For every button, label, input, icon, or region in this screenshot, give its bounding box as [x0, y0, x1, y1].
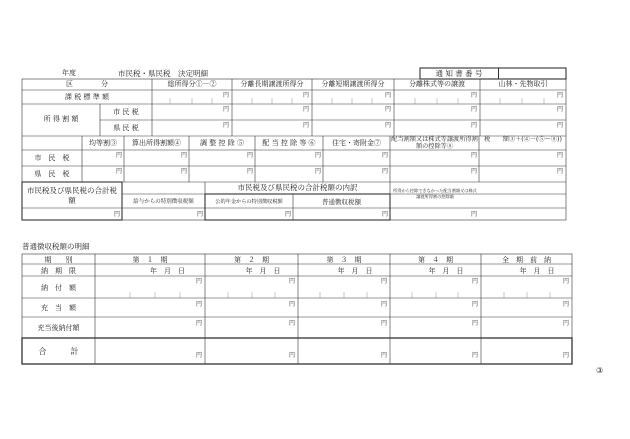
- yen-mark: 円: [382, 211, 389, 218]
- yen-mark: 円: [285, 211, 292, 218]
- nendo-label: 年度: [62, 69, 76, 77]
- yen-mark: 円: [557, 168, 564, 175]
- col-header-2: 分離長期譲渡所得分: [240, 80, 304, 88]
- yen-mark: 円: [381, 320, 388, 327]
- yen-mark: 円: [381, 278, 388, 285]
- yen-mark: 円: [289, 352, 296, 359]
- kintouwari-header: 均等割③: [89, 139, 117, 147]
- yen-mark: 円: [385, 106, 392, 113]
- col-header-1: 総所得分①－②: [167, 80, 217, 88]
- yen-mark: 円: [289, 278, 296, 285]
- nouki-label: 納 期 限: [41, 267, 76, 275]
- haitou-header: 配 当 控 除 等 ⑥: [262, 139, 316, 147]
- kubun-header: 区 分: [66, 80, 108, 88]
- ki4-header: 第 ４ 期: [418, 256, 453, 264]
- yen-mark: 円: [471, 92, 478, 99]
- sanshutsu-header: 算出所得割額④: [132, 139, 181, 147]
- juutougo-label: 充当後納付額: [37, 324, 80, 332]
- yen-mark: 円: [197, 211, 204, 218]
- yen-mark: 円: [472, 352, 479, 359]
- yen-mark: 円: [382, 152, 389, 159]
- breakdown-title: 市民税及び県民税の合計税額の内訳: [237, 183, 358, 192]
- yen-mark: 円: [471, 106, 478, 113]
- yen-mark: 円: [557, 122, 564, 129]
- date-field: 年 月 日: [428, 267, 464, 275]
- yen-mark: 円: [116, 152, 123, 159]
- date-field: 年 月 日: [150, 267, 185, 275]
- futsu-section-title: 普通徴収税額の明細: [22, 242, 90, 251]
- chousei-header: 調 整 控 除 ⑤: [200, 139, 244, 147]
- zeigaku-header: 税 額③＋(④－(⑤～⑧)): [484, 136, 562, 143]
- mid-kenmin-label: 県 民 税: [34, 170, 70, 178]
- date-field: 年 月 日: [245, 267, 281, 275]
- ki2-header: 第 ２ 期: [234, 256, 269, 264]
- yen-mark: 円: [471, 168, 478, 175]
- yen-mark: 円: [315, 152, 322, 159]
- shotoku-label: 所 得 割 額: [43, 115, 79, 123]
- yen-mark: 円: [181, 152, 188, 159]
- yen-mark: 円: [196, 278, 203, 285]
- goukei-zeigaku-label: 市民税及び県民税の合計税額: [27, 186, 117, 205]
- kibetsu-header: 期 別: [44, 256, 73, 264]
- date-field: 年 月 日: [337, 267, 373, 275]
- yen-mark: 円: [381, 352, 388, 359]
- ki3-header: 第 ３ 期: [326, 256, 362, 264]
- date-field: 年 月 日: [519, 267, 555, 275]
- yen-mark: 円: [289, 301, 296, 308]
- noufu-label: 納 付 額: [41, 284, 76, 292]
- yen-mark: 円: [381, 301, 388, 308]
- yen-mark: 円: [557, 152, 564, 159]
- nenkin-label: 公的年金からの特別徴収税額: [215, 199, 283, 205]
- haitou-note: 所得から控除できなかった配当割額又は株式譲渡所得割の控除額: [393, 188, 477, 199]
- yen-mark: 円: [181, 168, 188, 175]
- kenminzei-label: 県 民 税: [113, 124, 139, 132]
- yen-mark: 円: [196, 352, 203, 359]
- page-title: 市民税・県民税 決定明細: [118, 69, 208, 78]
- yen-mark: 円: [472, 301, 479, 308]
- zenki-header: 全 期 前 納: [502, 256, 551, 264]
- yen-mark: 円: [385, 122, 392, 129]
- yen-mark: 円: [303, 92, 310, 99]
- yen-mark: 円: [472, 320, 479, 327]
- yen-mark: 円: [116, 168, 123, 175]
- yen-mark: 円: [315, 168, 322, 175]
- yen-mark: 円: [563, 278, 570, 285]
- notice-number-divider: [498, 68, 499, 79]
- yen-mark: 円: [557, 106, 564, 113]
- kazei-label: 課 税 標 準 額: [65, 93, 109, 101]
- yen-mark: 円: [247, 168, 254, 175]
- yen-mark: 円: [563, 301, 570, 308]
- col-header-3: 分離短期譲渡所得分: [321, 80, 385, 88]
- yen-mark: 円: [223, 92, 230, 99]
- futsu-choshu-label: 普通徴収税額: [322, 198, 361, 206]
- shiminzei-label: 市 民 税: [113, 108, 139, 116]
- yen-mark: 円: [247, 152, 254, 159]
- yen-mark: 円: [557, 92, 564, 99]
- kyuyo-label: 給与からの特別徴収税額: [133, 199, 194, 205]
- yen-mark: 円: [472, 278, 479, 285]
- yen-mark: 円: [114, 211, 121, 218]
- yen-mark: 円: [196, 320, 203, 327]
- ki1-header: 第 １ 期: [132, 256, 168, 264]
- yen-mark: 円: [303, 106, 310, 113]
- yen-mark: 円: [303, 122, 310, 129]
- juutou-label: 充 当 額: [41, 304, 76, 312]
- col-header-4: 分離株式等の譲渡: [409, 80, 465, 88]
- yen-mark: 円: [289, 320, 296, 327]
- yen-mark: 円: [223, 122, 230, 129]
- goukei-label: 合 計: [38, 347, 79, 356]
- yen-mark: 円: [471, 211, 478, 218]
- page-mark: ③: [596, 366, 604, 375]
- yen-mark: 円: [382, 168, 389, 175]
- yen-mark: 円: [563, 320, 570, 327]
- notice-number-label: 通 知 書 番 号: [435, 69, 483, 78]
- yen-mark: 円: [471, 152, 478, 159]
- yen-mark: 円: [385, 92, 392, 99]
- mid-shimin-label: 市 民 税: [34, 154, 70, 162]
- yen-mark: 円: [196, 301, 203, 308]
- jutaku-header: 住宅・寄附金⑦: [332, 139, 381, 147]
- yen-mark: 円: [563, 352, 570, 359]
- col-header-5: 山林・先物取引: [498, 80, 548, 88]
- haitouwari-header: 配当割額又は株式等譲渡所得割額の控除等⑧: [391, 136, 478, 150]
- yen-mark: 円: [223, 106, 230, 113]
- yen-mark: 円: [471, 122, 478, 129]
